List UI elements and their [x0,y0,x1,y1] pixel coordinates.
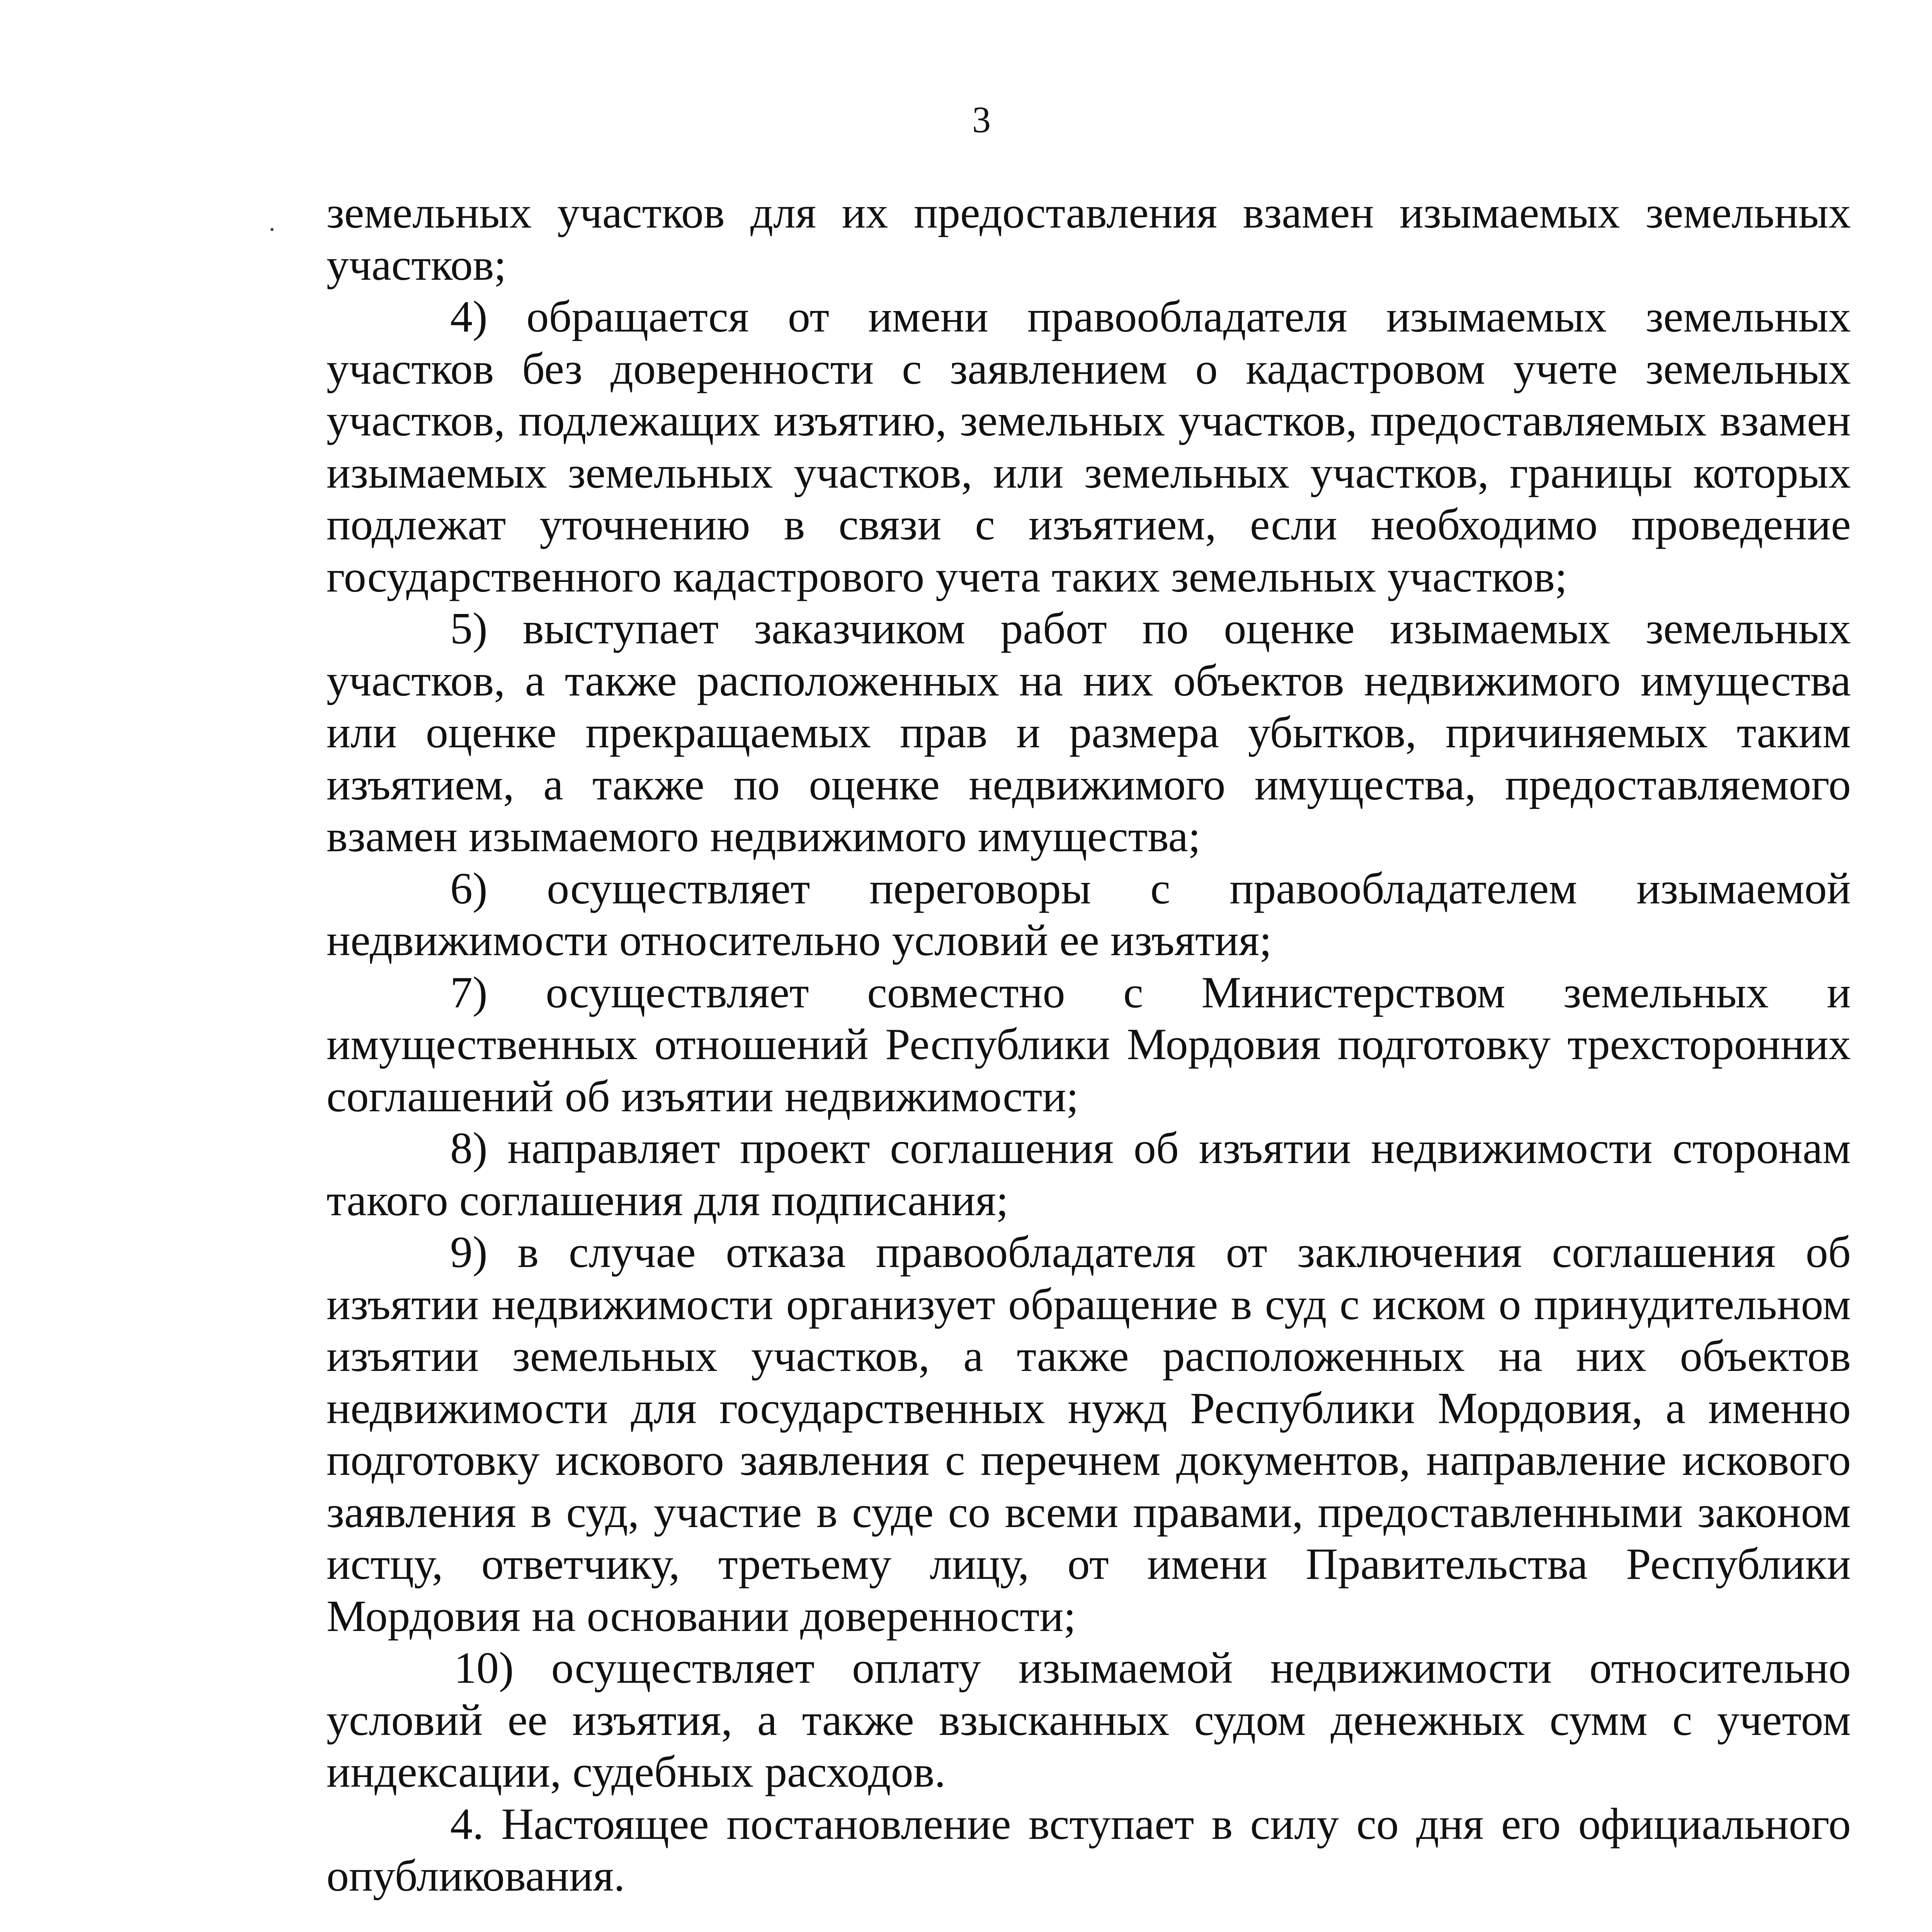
paragraph-section-4: 4. Настоящее постановление вступает в силу со дня его официального опубликования. [327,1799,1851,1901]
paragraph-item-5: 5) выступает заказчиком работ по оценке изымаемых земельных участков, а также расположенных на них объектов недвижимого имущества или оценке прекращаемых прав и размера убытков, причиняемых таким изъятием, а также по оценке недвижимого имущества, предоставляемого взамен изымаемого недвижимого имущества; [327,604,1851,861]
paragraph-item-9: 9) в случае отказа правообладателя от заключения соглашения об изъятии недвижимости организует обращение в суд с иском о принудительном изъятии земельных участков, а также расположенных на них объектов недвижимости для государственных нужд Республики Мордовия, а именно подготовку искового заявления с перечнем документов, направление искового заявления в суд, участие в суде со всеми правами, предоставленными законом истцу, ответчику, третьему лицу, от имени Правительства Республики Мордовия на основании доверенности; [327,1228,1851,1641]
document-body [327,187,1851,1902]
paragraph-item-10: 10) осуществляет оплату изымаемой недвижимости относительно условий ее изъятия, а также взысканных судом денежных сумм с учетом индексации, судебных расходов. [327,1643,1851,1797]
scan-speck [270,228,274,231]
page-number: 3 [972,99,991,140]
paragraph-continuation: земельных участков для их предоставления взамен изымаемых земельных участков; [327,188,1851,290]
paragraph-item-8: 8) направляет проект соглашения об изъятии недвижимости сторонам такого соглашения для подписания; [327,1124,1851,1225]
paragraph-item-7: 7) осуществляет совместно с Министерством земельных и имущественных отношений Республики Мордовия подготовку трехсторонних соглашений об изъятии недвижимости; [327,968,1851,1121]
paragraph-item-6: 6) осуществляет переговоры с правообладателем изымаемой недвижимости относительно условий ее изъятия; [327,864,1851,965]
paragraph-item-4: 4) обращается от имени правообладателя изымаемых земельных участков без доверенности с заявлением о кадастровом учете земельных участков, подлежащих изъятию, земельных участков, предоставляемых взамен изымаемых земельных участков, или земельных участков, границы которых подлежат уточнению в связи с изъятием, если необходимо проведение государственного кадастрового учета таких земельных участков; [327,292,1851,602]
